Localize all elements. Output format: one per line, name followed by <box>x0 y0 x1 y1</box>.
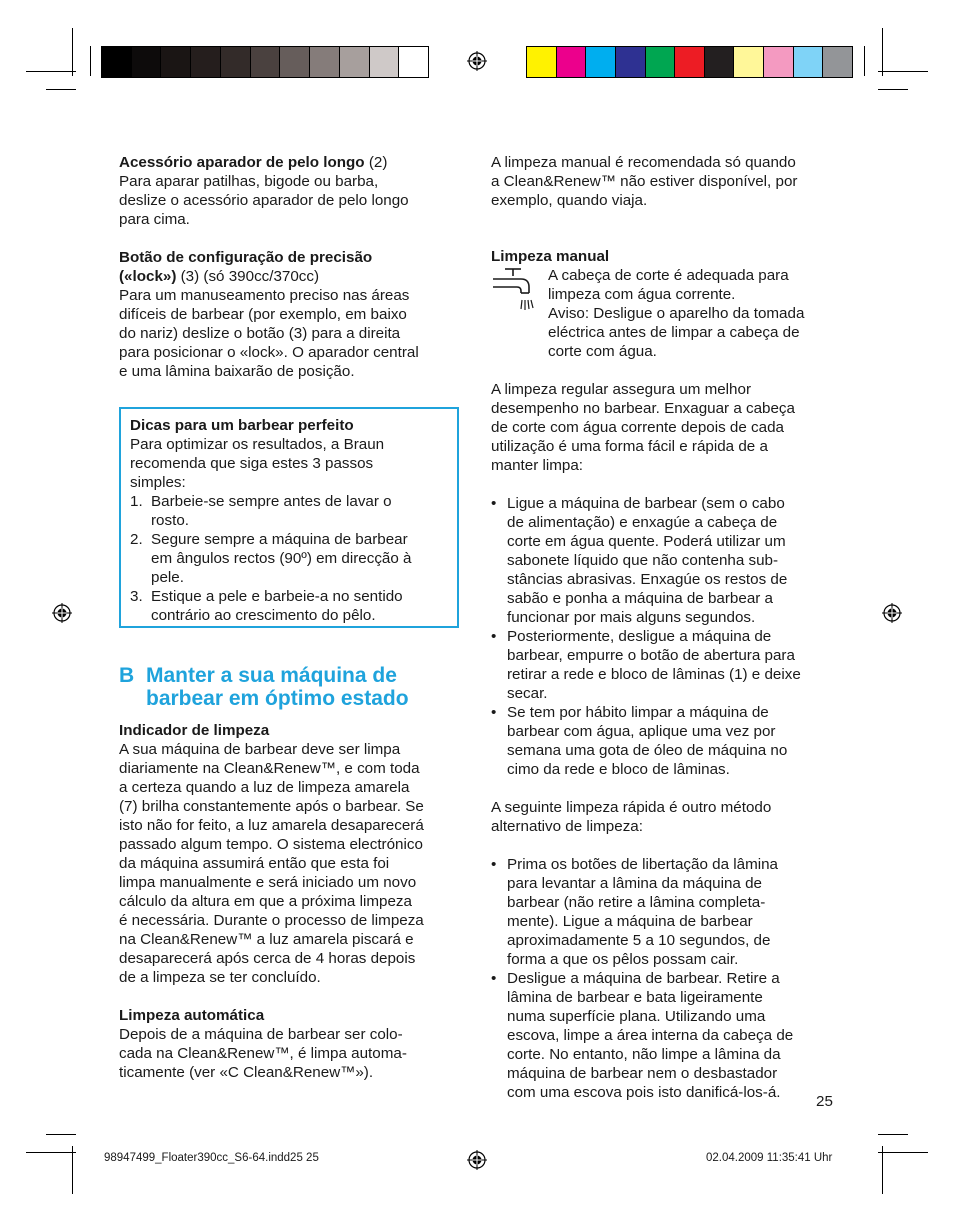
tips-step-line: Segure sempre a máquina de barbear <box>151 531 408 548</box>
crop-mark <box>26 1152 76 1153</box>
color-swatch <box>823 47 852 77</box>
slug-filename: 98947499_Floater390cc_S6-64.indd25 25 <box>104 1152 319 1164</box>
tips-intro-line: simples: <box>130 474 186 491</box>
list-item-line: • Ligue a máquina de barbear (sem o cabo <box>507 495 785 512</box>
right-column-bottom <box>491 380 841 1102</box>
regular-line: de corte com água corrente depois de cada <box>491 419 784 436</box>
lock-subheading <box>119 267 464 286</box>
color-calibration-bar <box>526 46 853 78</box>
trimmer-line: Para aparar patilhas, bigode ou barba, <box>119 173 379 190</box>
tips-intro-line: Para optimizar os resultados, a Braun <box>130 436 385 453</box>
list-item-line: • Desligue a máquina de barbear. Retire a <box>507 970 780 987</box>
trimmer-heading <box>119 153 464 172</box>
lock-heading: Botão de configuração de precisão <box>119 249 373 266</box>
crop-mark <box>882 1146 883 1194</box>
auto-line: ticamente (ver «C Clean&Renew™»). <box>119 1064 374 1081</box>
crop-mark <box>26 71 76 72</box>
list-item-line: mente). Ligue a máquina de barbear <box>507 913 753 930</box>
list-item-line: barbear (não retire a lâmina completa- <box>507 894 766 911</box>
list-item-line: sabonete líquido que não contenha sub- <box>507 552 779 569</box>
manual-line: eléctrica antes de limpar a cabeça de <box>548 324 800 341</box>
grayscale-calibration-bar <box>101 46 429 78</box>
color-swatch <box>310 47 340 77</box>
section-title-line: barbear em óptimo estado <box>146 687 409 710</box>
regular-line: A limpeza regular assegura um melhor <box>491 381 751 398</box>
registration-mark-icon <box>52 603 72 623</box>
tips-step-line: Barbeie-se sempre antes de lavar o <box>151 493 392 510</box>
list-item-line: secar. <box>507 685 548 702</box>
water-tap-icon <box>491 267 541 313</box>
trimmer-ref: (2) <box>364 154 388 171</box>
list-item-line: barbear, empurre o botão de abertura para <box>507 647 795 664</box>
list-item-line: • Posteriormente, desligue a máquina de <box>507 628 772 645</box>
section-letter: B <box>119 664 135 687</box>
list-item <box>491 855 841 969</box>
manual-line: corte com água. <box>548 343 657 360</box>
lock-line: do nariz) deslize o botão (3) para a direita <box>119 325 401 342</box>
indicator-heading: Indicador de limpeza <box>119 722 270 739</box>
trimmer-line: para cima. <box>119 211 190 228</box>
color-swatch <box>646 47 676 77</box>
auto-heading: Limpeza automática <box>119 1007 265 1024</box>
crop-mark <box>46 89 76 90</box>
lock-line: e uma lâmina baixarão de posição. <box>119 363 355 380</box>
color-swatch <box>132 47 162 77</box>
left-column-top <box>119 153 464 381</box>
lock-line: para posicionar o «lock». O aparador central <box>119 344 419 361</box>
list-item-line: de alimentação) e enxagúe a cabeça de <box>507 514 778 531</box>
lock-line: difíceis de barbear (por exemplo, em baixo <box>119 306 407 323</box>
regular-line: manter limpa: <box>491 457 584 474</box>
regular-line: desempenho no barbear. Enxaguar a cabeça <box>491 400 795 417</box>
list-item-line: máquina de barbear nem o desbastador <box>507 1065 778 1082</box>
list-item <box>491 969 841 1102</box>
section-title <box>146 664 466 710</box>
color-swatch <box>370 47 400 77</box>
tips-title: Dicas para um barbear perfeito <box>130 417 354 434</box>
color-swatch <box>527 47 557 77</box>
indicator-line: desaparecerá após cerca de 4 horas depois <box>119 950 416 967</box>
list-item <box>491 627 841 703</box>
registration-mark-icon <box>467 51 487 71</box>
color-swatch <box>616 47 646 77</box>
indicator-line: a certeza quando a luz de limpeza amarela <box>119 779 410 796</box>
list-item-line: sabão e ponha a máquina de barbear a <box>507 590 773 607</box>
tips-step-number: 1. <box>130 493 143 510</box>
section-title-line: Manter a sua máquina de <box>146 664 397 687</box>
left-column-bottom <box>119 721 464 1082</box>
color-swatch <box>705 47 735 77</box>
color-swatch <box>161 47 191 77</box>
regular-line: utilização é uma forma fácil e rápida de a <box>491 438 768 455</box>
list-item-line: barbear com água, aplique uma vez por <box>507 723 776 740</box>
tips-step-number: 2. <box>130 531 143 548</box>
tips-intro-line: recomenda que siga estes 3 passos <box>130 455 374 472</box>
indicator-line: de a limpeza se ter concluído. <box>119 969 321 986</box>
tips-step-line: em ângulos rectos (90º) em direcção à <box>151 550 412 567</box>
list-item-line: aproximadamente 5 a 10 segundos, de <box>507 932 771 949</box>
intro-line: a Clean&Renew™ não estiver disponível, por <box>491 173 798 190</box>
list-item-line: para levantar a lâmina da máquina de <box>507 875 762 892</box>
color-swatch <box>251 47 281 77</box>
list-item-line: retirar a rede e bloco de lâminas (1) e deixe <box>507 666 801 683</box>
trimmer-line: deslize o acessório aparador de pelo longo <box>119 192 409 209</box>
indicator-line: A sua máquina de barbear deve ser limpa <box>119 741 401 758</box>
crop-mark <box>46 1134 76 1135</box>
intro-line: A limpeza manual é recomendada só quando <box>491 154 796 171</box>
indicator-line: (7) brilha constantemente após o barbear. Se <box>119 798 424 815</box>
list-item <box>491 494 841 627</box>
crop-mark <box>882 28 883 76</box>
list-item-line: semana uma gota de óleo de máquina no <box>507 742 788 759</box>
color-swatch <box>399 47 428 77</box>
indicator-line: limpa manualmente e será iniciado um novo <box>119 874 417 891</box>
tips-step <box>130 530 448 587</box>
crop-mark <box>878 1152 928 1153</box>
crop-mark <box>90 46 91 76</box>
registration-mark-icon <box>882 603 902 623</box>
tips-step-number: 3. <box>130 588 143 605</box>
right-column-top <box>491 153 836 210</box>
tips-box <box>119 407 459 628</box>
manual-line: Aviso: Desligue o aparelho da tomada <box>548 305 805 322</box>
trimmer-title: Acessório aparador de pelo longo <box>119 154 365 171</box>
manual-heading: Limpeza manual <box>491 248 610 265</box>
quick-line: alternativo de limpeza: <box>491 818 643 835</box>
color-swatch <box>191 47 221 77</box>
indicator-line: da máquina assumirá então que esta foi <box>119 855 390 872</box>
color-swatch <box>221 47 251 77</box>
color-swatch <box>340 47 370 77</box>
list-item-line: forma a que os pêlos possam cair. <box>507 951 739 968</box>
indicator-line: diariamente na Clean&Renew™, e com toda <box>119 760 420 777</box>
color-swatch <box>280 47 310 77</box>
lock-title: («lock») <box>119 268 177 285</box>
tips-step-line: rosto. <box>151 512 189 529</box>
list-item <box>491 703 841 779</box>
tips-step <box>130 492 448 530</box>
color-swatch <box>734 47 764 77</box>
indicator-line: isto não for feito, a luz amarela desaparecerá <box>119 817 424 834</box>
slug-date: 02.04.2009 11:35:41 Uhr <box>706 1152 833 1164</box>
list-item-line: com uma escova pois isto danificá-los-á. <box>507 1084 781 1101</box>
list-item-line: corte em água quente. Poderá utilizar um <box>507 533 786 550</box>
indicator-line: na Clean&Renew™ a luz amarela piscará e <box>119 931 414 948</box>
crop-mark <box>864 46 865 76</box>
indicator-line: passado algum tempo. O sistema electrónico <box>119 836 423 853</box>
crop-mark <box>878 71 928 72</box>
manual-text <box>548 266 843 361</box>
crop-mark <box>72 1146 73 1194</box>
color-swatch <box>102 47 132 77</box>
color-swatch <box>675 47 705 77</box>
manual-line: limpeza com água corrente. <box>548 286 736 303</box>
list-item-line: corte. No entanto, não limpe a lâmina da <box>507 1046 781 1063</box>
color-swatch <box>794 47 824 77</box>
tips-step-line: pele. <box>151 569 184 586</box>
list-item-line: stâncias abrasivas. Enxagúe os restos de <box>507 571 788 588</box>
auto-line: Depois de a máquina de barbear ser colo- <box>119 1026 403 1043</box>
indicator-line: cálculo da altura em que a próxima limpeza <box>119 893 412 910</box>
crop-mark <box>878 1134 908 1135</box>
page-number: 25 <box>816 1093 833 1110</box>
auto-line: cada na Clean&Renew™, é limpa automa- <box>119 1045 407 1062</box>
list-item-line: • Se tem por hábito limpar a máquina de <box>507 704 769 721</box>
lock-ref: (3) (só 390cc/370cc) <box>176 268 320 285</box>
manual-heading-block <box>491 247 836 266</box>
manual-line: A cabeça de corte é adequada para <box>548 267 789 284</box>
lock-line: Para um manuseamento preciso nas áreas <box>119 287 410 304</box>
list-item-line: funcionar por mais alguns segundos. <box>507 609 756 626</box>
list-item-line: lâmina de barbear e bata ligeiramente <box>507 989 763 1006</box>
tips-step <box>130 587 448 625</box>
color-swatch <box>764 47 794 77</box>
indicator-line: é necessária. Durante o processo de limpeza <box>119 912 424 929</box>
list-item-line: escova, limpe a área interna da cabeça de <box>507 1027 794 1044</box>
registration-mark-icon <box>467 1150 487 1170</box>
crop-mark <box>72 28 73 76</box>
crop-mark <box>878 89 908 90</box>
quick-line: A seguinte limpeza rápida é outro método <box>491 799 772 816</box>
list-item-line: cimo da rede e bloco de lâminas. <box>507 761 730 778</box>
list-item-line: • Prima os botões de libertação da lâmina <box>507 856 778 873</box>
color-swatch <box>586 47 616 77</box>
color-swatch <box>557 47 587 77</box>
tips-step-line: Estique a pele e barbeie-a no sentido <box>151 588 403 605</box>
tips-step-line: contrário ao crescimento do pêlo. <box>151 607 376 624</box>
intro-line: exemplo, quando viaja. <box>491 192 648 209</box>
list-item-line: numa superfície plana. Utilizando uma <box>507 1008 766 1025</box>
